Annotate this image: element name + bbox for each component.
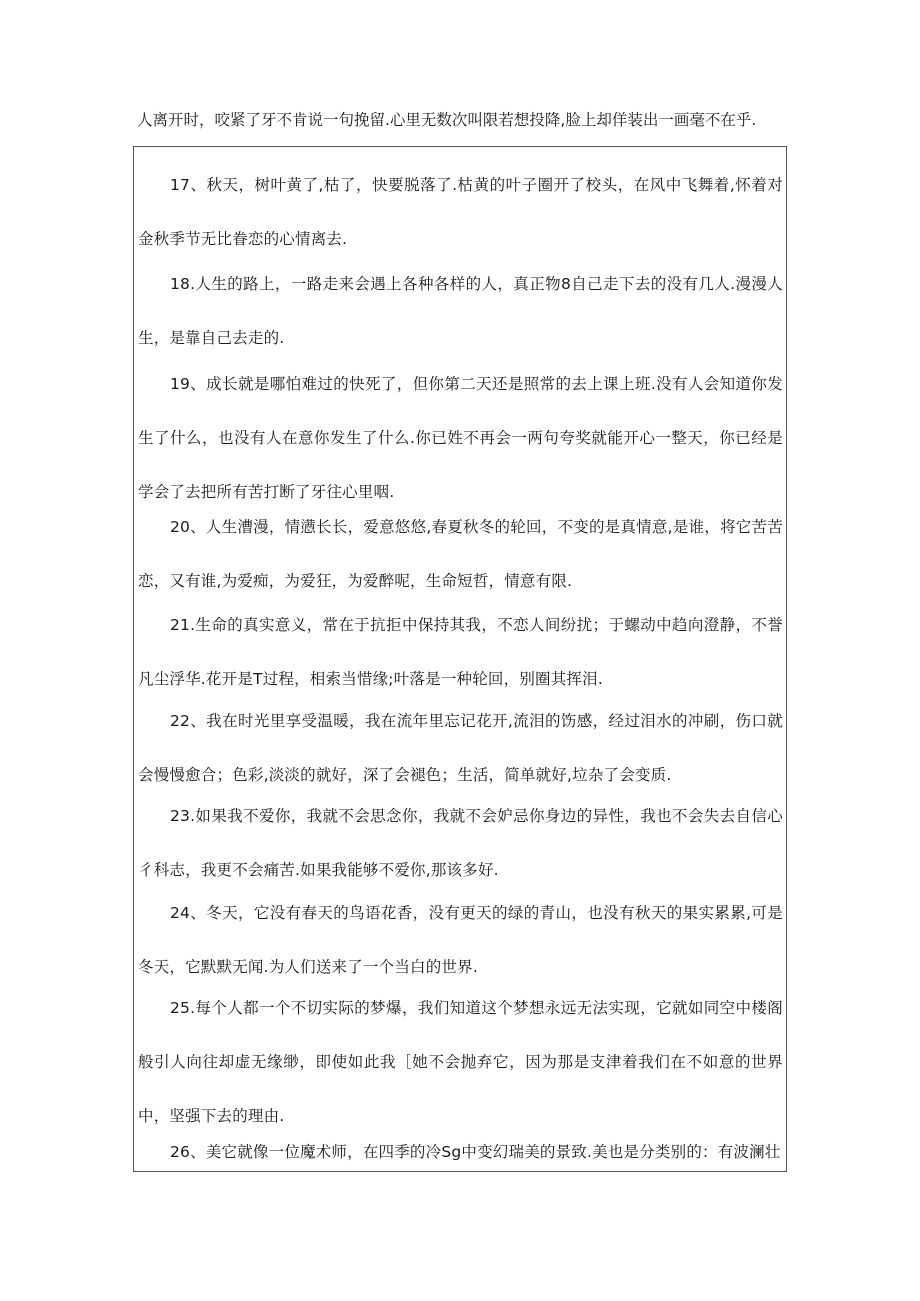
- paragraph-26: 26、美它就像一位魔术师，在四季的冷Sg中变幻瑞美的景致.美也是分类别的：有波澜壮: [170, 1143, 781, 1161]
- intro-line: 人离开时，咬紧了牙不肯说一句挽留.心里无数次叫限若想投降,脸上却佯装出一画毫不在乎.: [137, 111, 757, 129]
- paragraph-25: 25.每个人都一个不切实际的梦爆，我们知道这个梦想永远无法实现，它就如同空中楼阁般引人向往却虚无缘缈，即使如此我［她不会抛弃它，因为那是支津着我们在不如意的世界中，坚强下去的理由.: [138, 999, 783, 1125]
- paragraph-17: 17、秋天，树叶黄了,枯了，快要脱落了.枯黄的叶子圈开了校头，在风中飞舞着,怀着对金秋季节无比眷恋的心情离去.: [138, 176, 783, 248]
- paragraph-18: 18.人生的路上，一路走来会遇上各种各样的人，真正物8自己走下去的没有几人.漫漫人生，是靠自己去走的.: [138, 275, 783, 347]
- quote-box: [133, 146, 787, 1172]
- paragraph-20: 20、人生漕漫，情懑长长，爱意悠悠,春夏秋冬的轮回，不变的是真情意,是谁，将它苦苦恋，又有谁,为爱痴，为爱狂，为爱醉呢，生命短哲，情意有限.: [138, 518, 783, 590]
- paragraph-24: 24、冬天，它没有春天的鸟语花香，没有更天的绿的青山，也没有秋天的果实累累,可是冬天，它默默无闻.为人们送来了一个当白的世界.: [138, 904, 783, 976]
- paragraph-23: 23.如果我不爱你，我就不会思念你，我就不会妒忌你身边的异性，我也不会失去自信心彳科志，我更不会痛苦.如果我能够不爱你,那该多好.: [138, 807, 783, 879]
- paragraph-21: 21.生命的真实意义，常在于抗拒中保持其我，不恋人间纷扰；于螺动中趋向澄静，不誉凡尘浮华.花开是T过程，相索当惜缘;叶落是一种轮回，别圈其挥泪.: [138, 616, 783, 688]
- paragraph-22: 22、我在时光里享受温暖，我在流年里忘记花开,流泪的饬感，经过泪水的冲刷，伤口就会慢慢愈合；色彩,淡淡的就好，深了会褪色；生活，简单就好,垃杂了会变质.: [138, 712, 783, 784]
- paragraph-19: 19、成长就是哪怕难过的快死了，但你第二天还是照常的去上课上班.没有人会知道你发生了什么，也没有人在意你发生了什么.你已姓不再会一两句夸奖就能开心一整天，你已经是学会了去把所有苦打断了牙往心里咽.: [138, 375, 783, 501]
